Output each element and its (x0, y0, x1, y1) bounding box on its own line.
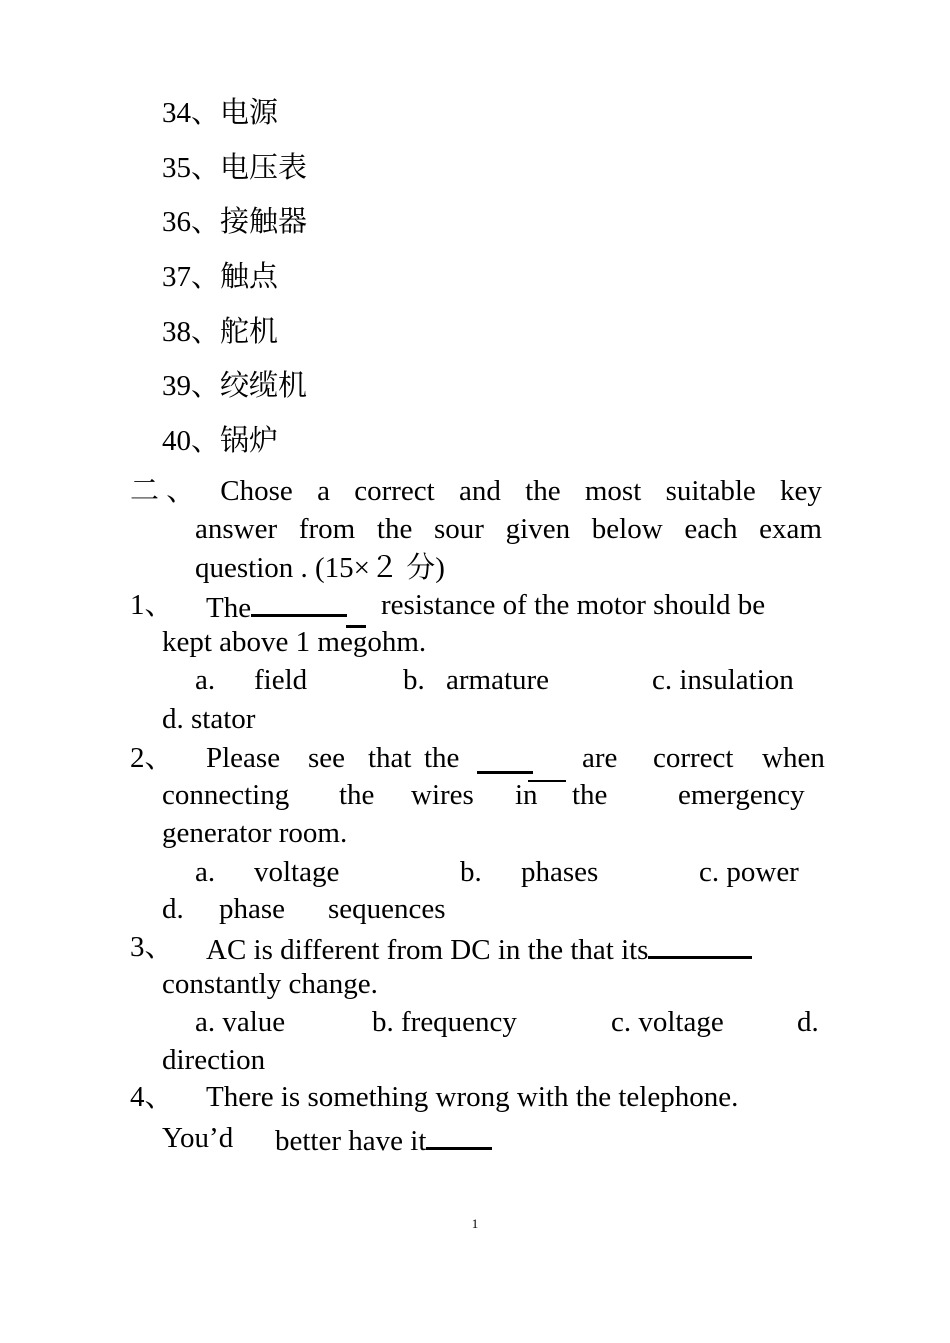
vocab-item (162, 424, 278, 458)
section-word: exam (759, 513, 822, 545)
section-heading (130, 472, 822, 588)
option-text[interactable]: phases (521, 856, 599, 888)
answer-blank[interactable] (251, 588, 347, 617)
vocab-item (162, 151, 307, 185)
section-word: Chose (220, 475, 293, 507)
question-text: Please (206, 742, 281, 774)
option-text[interactable]: c. insulation (652, 664, 794, 696)
section-word: the (376, 513, 413, 545)
section-word: suitable (665, 475, 756, 507)
section-word: sour (434, 513, 484, 545)
item-number: 35、 (162, 152, 221, 184)
section-word: key (780, 475, 822, 507)
option-text[interactable]: a. value (195, 1006, 286, 1038)
item-number: 37、 (162, 261, 221, 293)
option-label: b. (460, 856, 482, 888)
item-term: 电源 (220, 97, 279, 129)
option-label: a. (195, 664, 216, 696)
section-word: answer (195, 513, 278, 545)
question-text: There is something wrong with the telephone. (206, 1081, 739, 1113)
item-number: 40、 (162, 425, 221, 457)
question-text: in (515, 779, 538, 811)
option-text[interactable]: voltage (254, 856, 340, 888)
question-number: 4、 (130, 1081, 174, 1113)
question-text: emergency (678, 779, 805, 811)
option-text[interactable]: direction (162, 1044, 266, 1076)
question-text: resistance of the motor should be (381, 589, 766, 621)
section-number: 二 、 (130, 475, 196, 507)
option-text[interactable]: sequences (328, 893, 446, 925)
option-text[interactable]: field (254, 664, 308, 696)
question-text: that (368, 742, 412, 774)
option-text[interactable]: c. voltage (611, 1006, 724, 1038)
section-word: and (459, 475, 501, 507)
section-word: correct (354, 475, 435, 507)
question-text: are (582, 742, 618, 774)
section-word: each (684, 513, 738, 545)
item-number: 36、 (162, 206, 221, 238)
item-term: 舵机 (220, 316, 279, 348)
answer-blank[interactable] (426, 1121, 492, 1150)
option-text[interactable]: b. frequency (372, 1006, 517, 1038)
item-term: 电压表 (220, 152, 308, 184)
item-term: 接触器 (220, 206, 308, 238)
question-number: 2、 (130, 742, 174, 774)
question-text: the (339, 779, 375, 811)
question-number: 1、 (130, 589, 174, 621)
question-number: 3、 (130, 931, 174, 963)
question-text: kept above 1 megohm. (162, 626, 427, 658)
section-word: below (591, 513, 663, 545)
question-text: connecting (162, 779, 290, 811)
vocab-item (162, 205, 307, 239)
question-text: when (762, 742, 825, 774)
item-number: 34、 (162, 97, 221, 129)
section-word: given (505, 513, 571, 545)
option-text[interactable]: c. power (699, 856, 799, 888)
option-text[interactable]: d. stator (162, 703, 256, 735)
question-text: You’d (162, 1122, 234, 1154)
question-text: see (308, 742, 346, 774)
question-text: wires (411, 779, 474, 811)
item-number: 38、 (162, 316, 221, 348)
option-label: b. (403, 664, 425, 696)
question-text: correct (653, 742, 734, 774)
section-word: from (298, 513, 356, 545)
answer-blank[interactable] (648, 930, 752, 959)
question-text: the (424, 742, 460, 774)
option-label: d. (797, 1006, 819, 1038)
item-term: 触点 (220, 261, 279, 293)
vocab-item (162, 369, 307, 403)
question-text: constantly change. (162, 968, 378, 1000)
question-text: the (572, 779, 608, 811)
vocab-item (162, 315, 278, 349)
option-text[interactable]: armature (446, 664, 550, 696)
answer-blank[interactable] (477, 745, 533, 774)
page-number: 1 (471, 1216, 479, 1231)
section-word: most (584, 475, 642, 507)
question-text: generator room. (162, 817, 348, 849)
question-text: The (206, 592, 252, 624)
section-word: a (317, 475, 330, 507)
vocab-item (162, 96, 278, 130)
option-label: d. (162, 893, 184, 925)
section-instruction: question . (15×２ 分) (195, 552, 445, 584)
vocab-item (162, 260, 278, 294)
option-text[interactable]: phase (219, 893, 286, 925)
item-term: 锅炉 (220, 425, 279, 457)
question-text: AC is different from DC in the that its (206, 934, 649, 966)
item-number: 39、 (162, 370, 221, 402)
item-term: 绞缆机 (220, 370, 308, 402)
section-word: the (525, 475, 561, 507)
option-label: a. (195, 856, 216, 888)
question-text: better have it (275, 1125, 427, 1157)
